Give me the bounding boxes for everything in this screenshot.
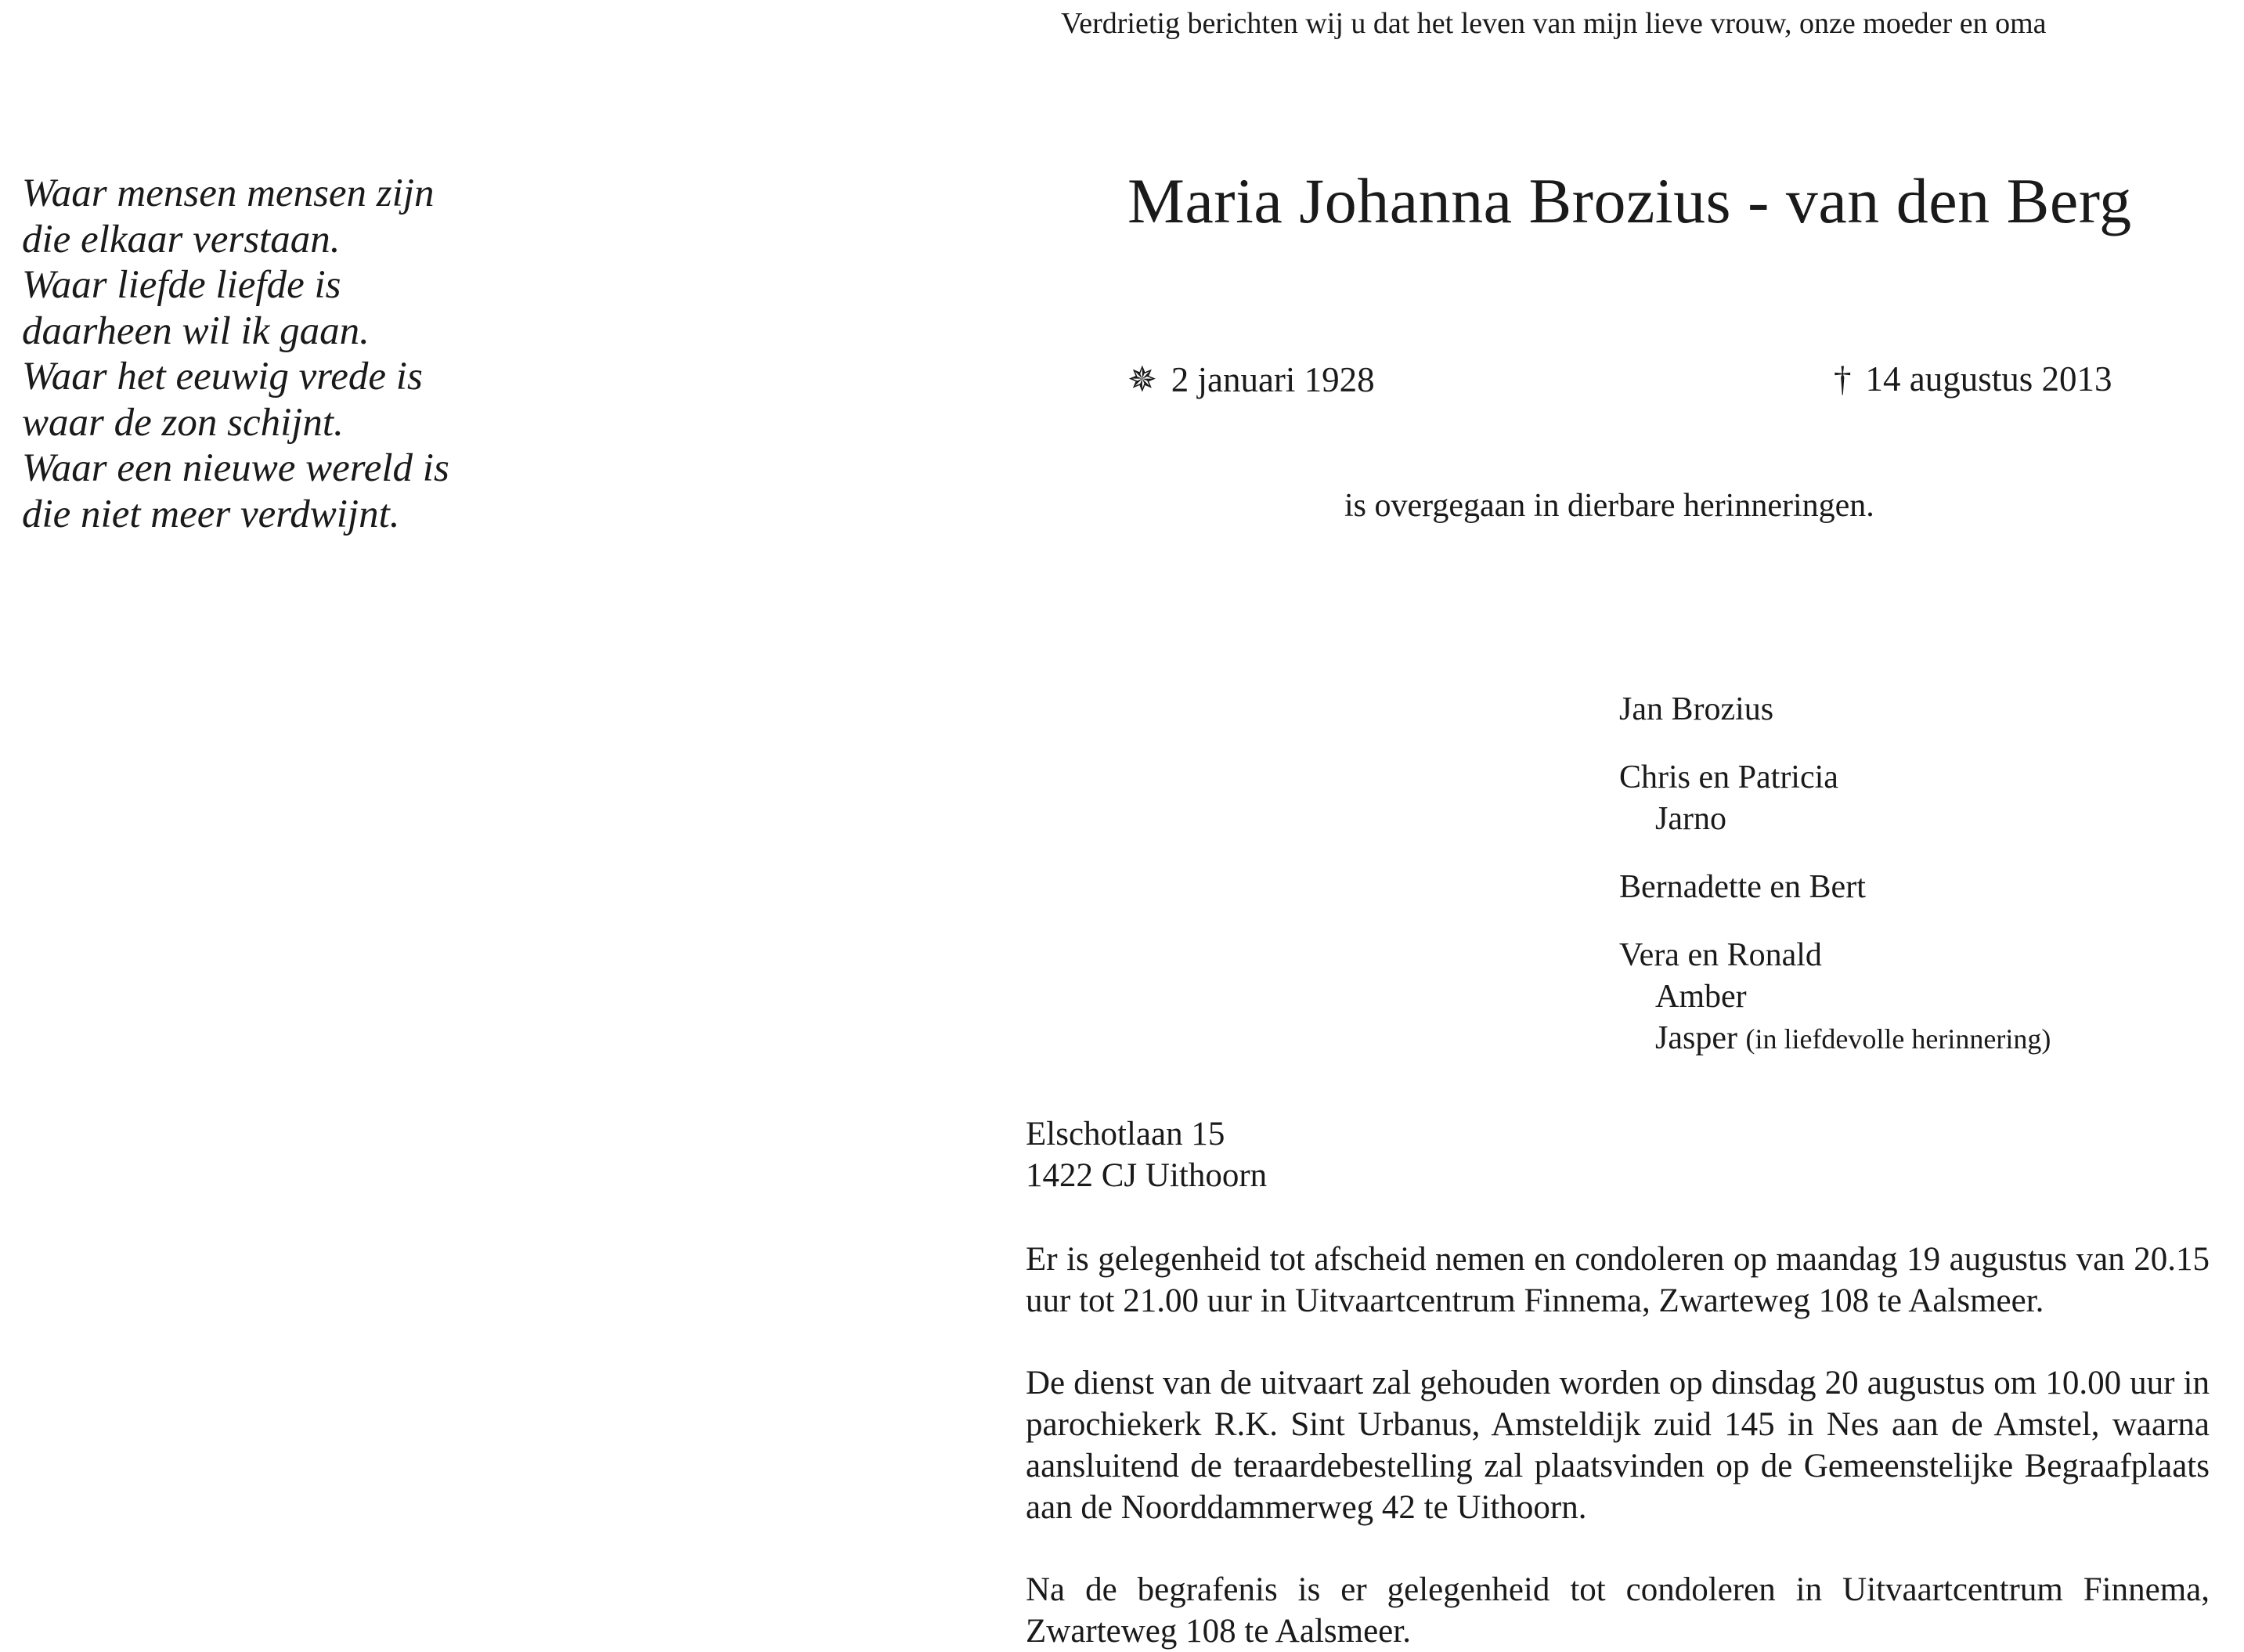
family-parents: Bernadette en Bert: [1619, 869, 1866, 905]
family-child: [1619, 1018, 2051, 1060]
address-street: Elschotlaan 15: [1026, 1116, 1225, 1152]
service-paragraph: De dienst van de uitvaart zal gehouden worden op dinsdag 20 augustus om 10.00 uur in parochiekerk R.K. Sint Urbanus, Amsteldijk zuid 145 in Nes aan de Amstel, waarna aansluitend de teraardebestelling zal plaatsvinden op de Gemeenstelijke Begraafplaats aan de Noorddammerweg 42 te Uithoorn.: [1026, 1365, 2210, 1526]
family-husband: Jan Brozius: [1619, 691, 1774, 727]
death-date: 14 augustus 2013: [1865, 359, 2112, 399]
family-child-name: Jasper: [1655, 1020, 1737, 1056]
death-cross-icon: †: [1834, 359, 1852, 399]
family-child: Amber: [1655, 979, 1747, 1015]
condolence-paragraph: Er is gelegenheid tot afscheid nemen en condoleren op maandag 19 augustus van 20.15 uur tot 21.00 uur in Uitvaartcentrum Finnema, Zwarteweg 108 te Aalsmeer.: [1026, 1241, 2210, 1319]
family-parents: Vera en Ronald: [1619, 937, 1822, 973]
poem-line: Waar mensen mensen zijn: [22, 171, 435, 215]
intro-text: Verdrietig berichten wij u dat het leven van mijn lieve vrouw, onze moeder en oma: [1061, 7, 2047, 40]
family-group: [1619, 935, 2051, 1060]
family-group: [1619, 867, 2051, 908]
after-paragraph: Na de begrafenis is er gelegenheid tot condoleren in Uitvaartcentrum Finnema, Zwarteweg 108 te Aalsmeer.: [1026, 1571, 2210, 1650]
death-date-line: [1834, 359, 2112, 399]
poem-line: daarheen wil ik gaan.: [22, 308, 370, 353]
birth-star-icon: ✵: [1127, 360, 1157, 399]
family-list: [1619, 689, 2051, 1087]
poem: [22, 171, 449, 537]
passed-text: is overgegaan in dierbare herinneringen.: [1344, 488, 1874, 524]
family-group: [1619, 757, 2051, 840]
poem-line: die elkaar verstaan.: [22, 217, 341, 262]
poem-line: Waar liefde liefde is: [22, 263, 341, 307]
family-child-note: (in liefdevolle herinnering): [1745, 1023, 2051, 1055]
poem-line: Waar het eeuwig vrede is: [22, 355, 423, 399]
poem-line: die niet meer verdwijnt.: [22, 492, 400, 536]
birth-date-line: [1127, 359, 1375, 400]
family-parents: Chris en Patricia: [1619, 759, 1838, 795]
address-block: [1026, 1113, 1267, 1196]
address-city: 1422 CJ Uithoorn: [1026, 1157, 1268, 1194]
deceased-name: Maria Johanna Brozius - van den Berg: [1127, 165, 2132, 236]
birth-date: 2 januari 1928: [1171, 360, 1375, 399]
poem-line: Waar een nieuwe wereld is: [22, 446, 449, 490]
poem-line: waar de zon schijnt.: [22, 400, 344, 445]
family-child: Jarno: [1655, 801, 1726, 837]
